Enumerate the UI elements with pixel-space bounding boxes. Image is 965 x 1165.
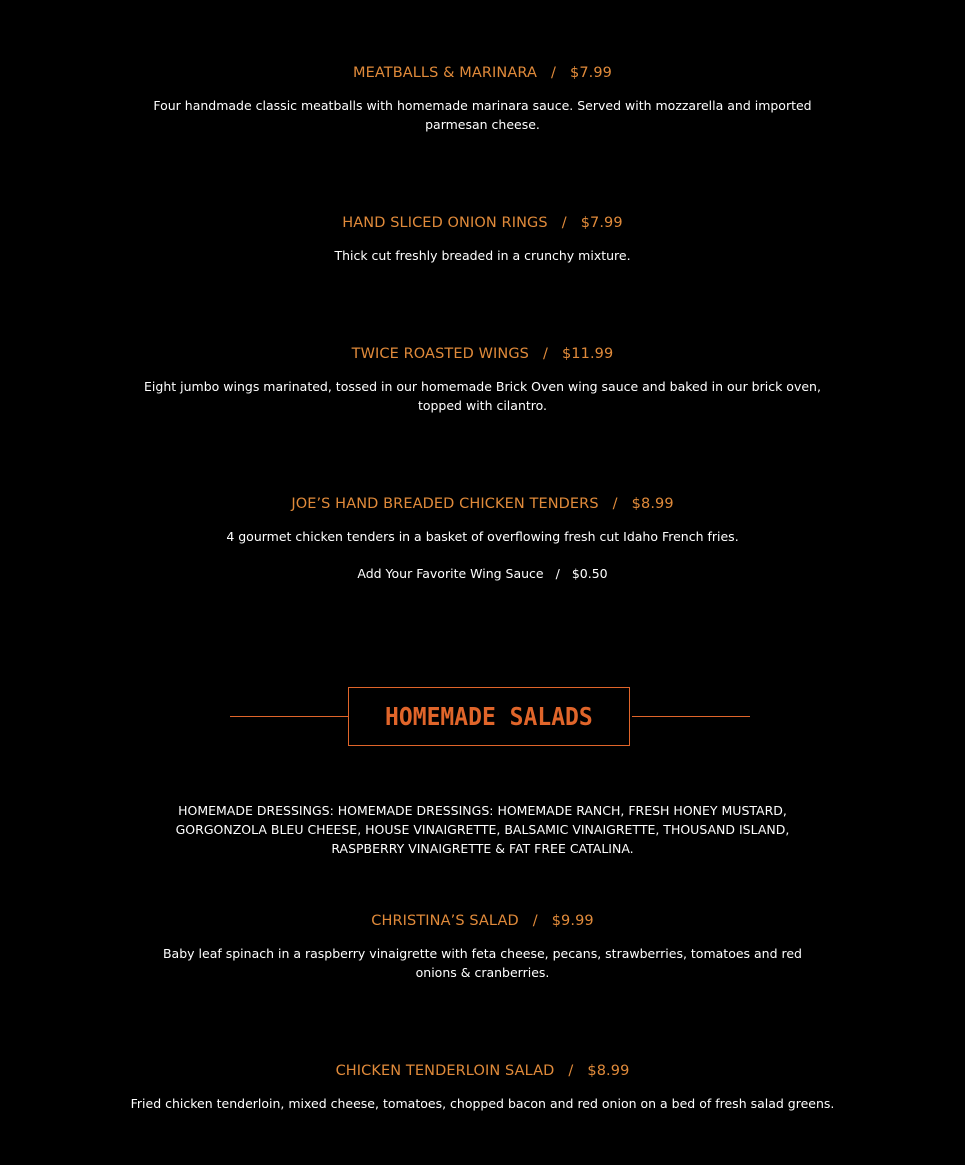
menu-item-price: $8.99	[631, 496, 674, 512]
menu-item-price: $9.99	[551, 913, 594, 929]
menu-item-price: $7.99	[580, 215, 623, 231]
menu-item-title	[0, 344, 965, 364]
price-separator: /	[555, 566, 560, 581]
menu-item-description: Fried chicken tenderloin, mixed cheese, tomatoes, chopped bacon and red onion on a bed of fresh salad greens.	[130, 1096, 835, 1111]
menu-item-name: JOE’S HAND BREADED CHICKEN TENDERS	[291, 496, 599, 512]
menu-item-name: MEATBALLS & MARINARA	[352, 65, 537, 81]
menu-item-description: Baby leaf spinach in a raspberry vinaigrette with feta cheese, pecans, strawberries, tomatoes and red onions & cranberries.	[162, 946, 802, 980]
price-separator: /	[561, 215, 567, 231]
menu-item-title	[0, 63, 965, 83]
price-separator: /	[551, 65, 556, 81]
section-heading-box	[348, 687, 630, 746]
menu-item-name: CHICKEN TENDERLOIN SALAD	[335, 1063, 555, 1079]
price-separator: /	[612, 496, 618, 512]
menu-item-price: $8.99	[587, 1063, 630, 1079]
divider-right	[632, 716, 750, 717]
menu-item-title	[0, 494, 965, 514]
menu-item-title	[0, 213, 965, 233]
menu-item-price: $7.99	[570, 65, 613, 81]
menu-item-description: 4 gourmet chicken tenders in a basket of overflowing fresh cut Idaho French fries.	[226, 529, 739, 544]
menu-item-title	[0, 1061, 965, 1081]
menu-item-price: $11.99	[561, 346, 614, 362]
divider-left	[230, 716, 348, 717]
section-header-salads	[230, 687, 750, 748]
menu-item-description: Thick cut freshly breaded in a crunchy mixture.	[334, 248, 631, 263]
dressings-list: HOMEMADE DRESSINGS: HOMEMADE DRESSINGS: HOMEMADE RANCH, FRESH HONEY MUSTARD, GORGONZOLA BLEU CHEESE, HOUSE VINAIGRETTE, BALSAMIC VINAIGRETTE, THOUSAND ISLAND, RASPBERRY VINAIGRETTE & FAT FREE CATALINA.	[175, 803, 790, 856]
menu-item-description: Eight jumbo wings marinated, tossed in our homemade Brick Oven wing sauce and baked in our brick oven, topped with cilantro.	[144, 379, 821, 413]
menu-item-addon	[0, 564, 965, 583]
addon-name: Add Your Favorite Wing Sauce	[357, 566, 544, 581]
addon-price: $0.50	[571, 566, 608, 581]
price-separator: /	[532, 913, 538, 929]
menu-item-title	[0, 911, 965, 931]
price-separator: /	[568, 1063, 574, 1079]
menu-item-name: TWICE ROASTED WINGS	[351, 346, 529, 362]
menu-item-name: CHRISTINA’S SALAD	[371, 913, 519, 929]
section-heading: HOMEMADE SALADS	[385, 702, 593, 731]
menu-item-name: HAND SLICED ONION RINGS	[342, 215, 548, 231]
menu-item-description: Four handmade classic meatballs with homemade marinara sauce. Served with mozzarella and imported parmesan cheese.	[153, 98, 812, 132]
price-separator: /	[542, 346, 548, 362]
